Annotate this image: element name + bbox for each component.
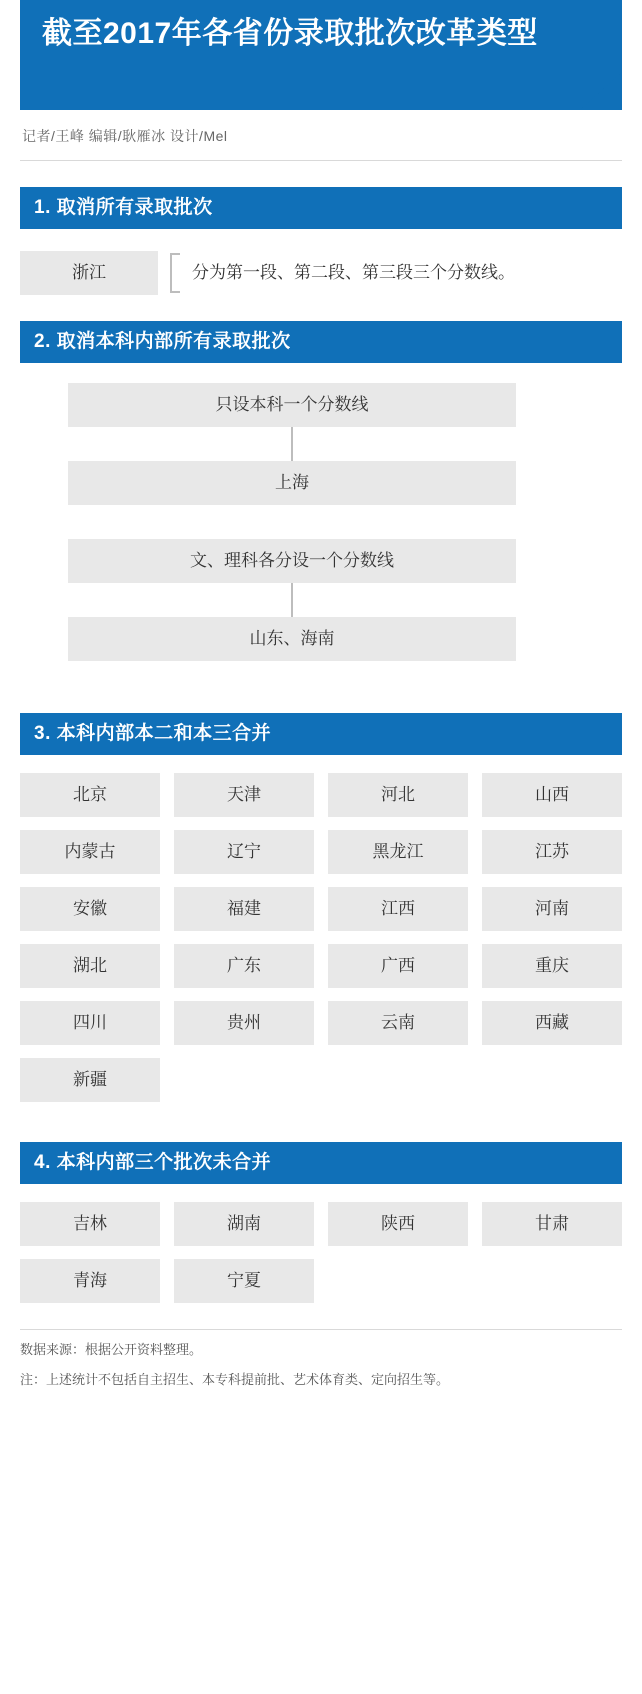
province-chip: 湖北 [20, 944, 160, 988]
footer-source: 数据来源：根据公开资料整理。 [20, 1342, 203, 1357]
province-chip: 重庆 [482, 944, 622, 988]
province-chip: 青海 [20, 1259, 160, 1303]
province-chip: 贵州 [174, 1001, 314, 1045]
province-chip: 云南 [328, 1001, 468, 1045]
province-chip: 内蒙古 [20, 830, 160, 874]
province-chip: 福建 [174, 887, 314, 931]
province-chip: 河北 [328, 773, 468, 817]
section-heading-2: 2. 取消本科内部所有录取批次 [20, 321, 622, 363]
section-1-description: 分为第一段、第二段、第三段三个分数线。 [192, 263, 515, 282]
province-chip: 江苏 [482, 830, 622, 874]
province-chip: 西藏 [482, 1001, 622, 1045]
province-chip: 新疆 [20, 1058, 160, 1102]
province-chip-shandong-hainan: 山东、海南 [68, 617, 516, 661]
province-chip: 吉林 [20, 1202, 160, 1246]
bracket-connector [170, 253, 180, 293]
page-title: 截至2017年各省份录取批次改革类型 [42, 17, 538, 50]
province-chip: 广西 [328, 944, 468, 988]
province-chip-zhejiang: 浙江 [20, 251, 158, 295]
province-chip: 四川 [20, 1001, 160, 1045]
province-chip: 安徽 [20, 887, 160, 931]
province-chip: 辽宁 [174, 830, 314, 874]
province-chip: 湖南 [174, 1202, 314, 1246]
header [20, 0, 622, 110]
province-chip: 北京 [20, 773, 160, 817]
connector-line-2 [291, 583, 293, 617]
province-chip: 甘肃 [482, 1202, 622, 1246]
province-chip: 陕西 [328, 1202, 468, 1246]
province-chip: 宁夏 [174, 1259, 314, 1303]
province-chip: 黑龙江 [328, 830, 468, 874]
section-heading-1: 1. 取消所有录取批次 [20, 187, 622, 229]
province-chip: 山西 [482, 773, 622, 817]
province-grid-3 [20, 773, 622, 1102]
province-chip: 河南 [482, 887, 622, 931]
section-2-body [20, 383, 622, 673]
province-chip: 天津 [174, 773, 314, 817]
connector-line-1 [291, 427, 293, 461]
rule-chip-single-line: 只设本科一个分数线 [68, 383, 516, 427]
section-1-row [20, 251, 622, 295]
province-chip-shanghai: 上海 [68, 461, 516, 505]
footer-note: 注：上述统计不包括自主招生、本专科提前批、艺术体育类、定向招生等。 [20, 1372, 450, 1387]
rule-chip-arts-science-lines: 文、理科各分设一个分数线 [68, 539, 516, 583]
section-heading-4: 4. 本科内部三个批次未合并 [20, 1142, 622, 1184]
footer-divider [20, 1329, 622, 1330]
province-chip: 江西 [328, 887, 468, 931]
province-grid-4 [20, 1202, 622, 1303]
province-chip: 广东 [174, 944, 314, 988]
section-heading-3: 3. 本科内部本二和本三合并 [20, 713, 622, 755]
byline: 记者/王峰 编辑/耿雁冰 设计/Mel [22, 128, 228, 144]
